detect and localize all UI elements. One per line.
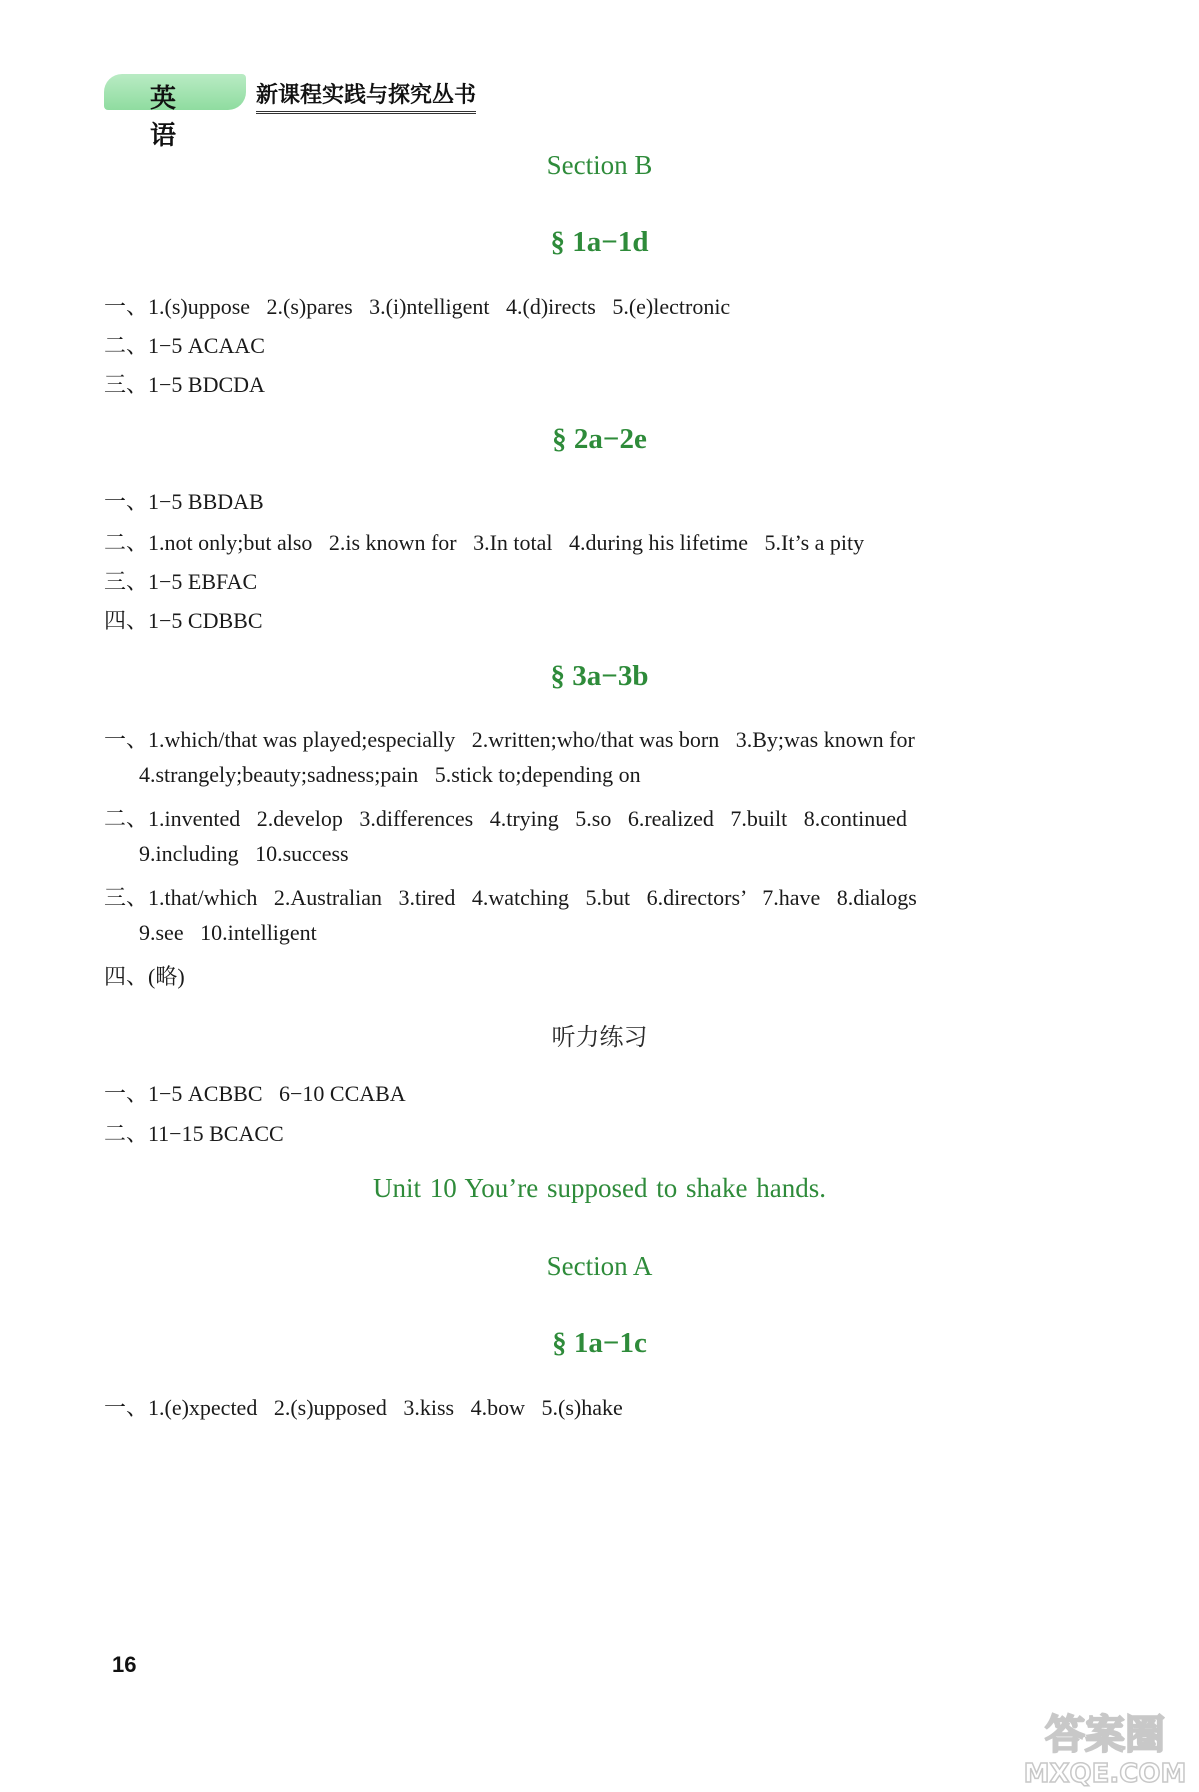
answer-line: 9.see 10.intelligent [139,920,317,945]
answer-line: 一、1−5 BBDAB [104,489,264,514]
answer-line: 一、1−5 ACBBC 6−10 CCABA [104,1081,406,1106]
series-title: 新课程实践与探究丛书 [256,78,476,114]
watermark-logo [1015,1700,1195,1790]
answer-line: 二、1.not only;but also 2.is known for 3.In total 4.during his lifetime 5.It’s a pity [104,530,865,555]
section-a-heading: Section A [546,1251,653,1281]
part-heading-2a-2e: § 2a−2e [552,423,647,455]
unit-heading: Unit 10 You’re supposed to shake hands. [373,1173,826,1203]
subject-label: 英语 [150,84,181,151]
answer-line: 一、1.which/that was played;especially 2.written;who/that was born 3.By;was known for [104,727,915,752]
part-heading-1a-1c: § 1a−1c [552,1327,647,1359]
svg-text:答案圈: 答案圈 [1045,1712,1165,1758]
answer-line: 二、1−5 ACAAC [104,333,265,358]
answer-line: 一、1.(s)uppose 2.(s)pares 3.(i)ntelligent 4.(d)irects 5.(e)lectronic [104,294,731,319]
answer-line: 四、1−5 CDBBC [104,608,263,633]
answer-line: 二、1.invented 2.develop 3.differences 4.trying 5.so 6.realized 7.built 8.continued [104,806,908,831]
answer-line: 三、1−5 EBFAC [104,569,258,594]
part-heading-1a-1d: § 1a−1d [550,226,649,258]
answer-line: 四、(略) [104,964,185,989]
listening-heading: 听力练习 [551,1023,648,1051]
answer-line: 三、1.that/which 2.Australian 3.tired 4.watching 5.but 6.directors’ 7.have 8.dialogs [104,885,917,910]
answer-line: 9.including 10.success [139,841,349,866]
answer-line: 二、11−15 BCACC [104,1121,284,1146]
page-number: 16 [112,1652,137,1677]
answer-line: 一、1.(e)xpected 2.(s)upposed 3.kiss 4.bow 5.(s)hake [104,1395,623,1420]
part-heading-3a-3b: § 3a−3b [550,660,649,692]
answer-line: 4.strangely;beauty;sadness;pain 5.stick to;depending on [139,762,641,787]
section-b-heading: Section B [546,150,653,180]
svg-text:MXQE.COM: MXQE.COM [1023,1759,1187,1789]
answer-line: 三、1−5 BDCDA [104,372,265,397]
